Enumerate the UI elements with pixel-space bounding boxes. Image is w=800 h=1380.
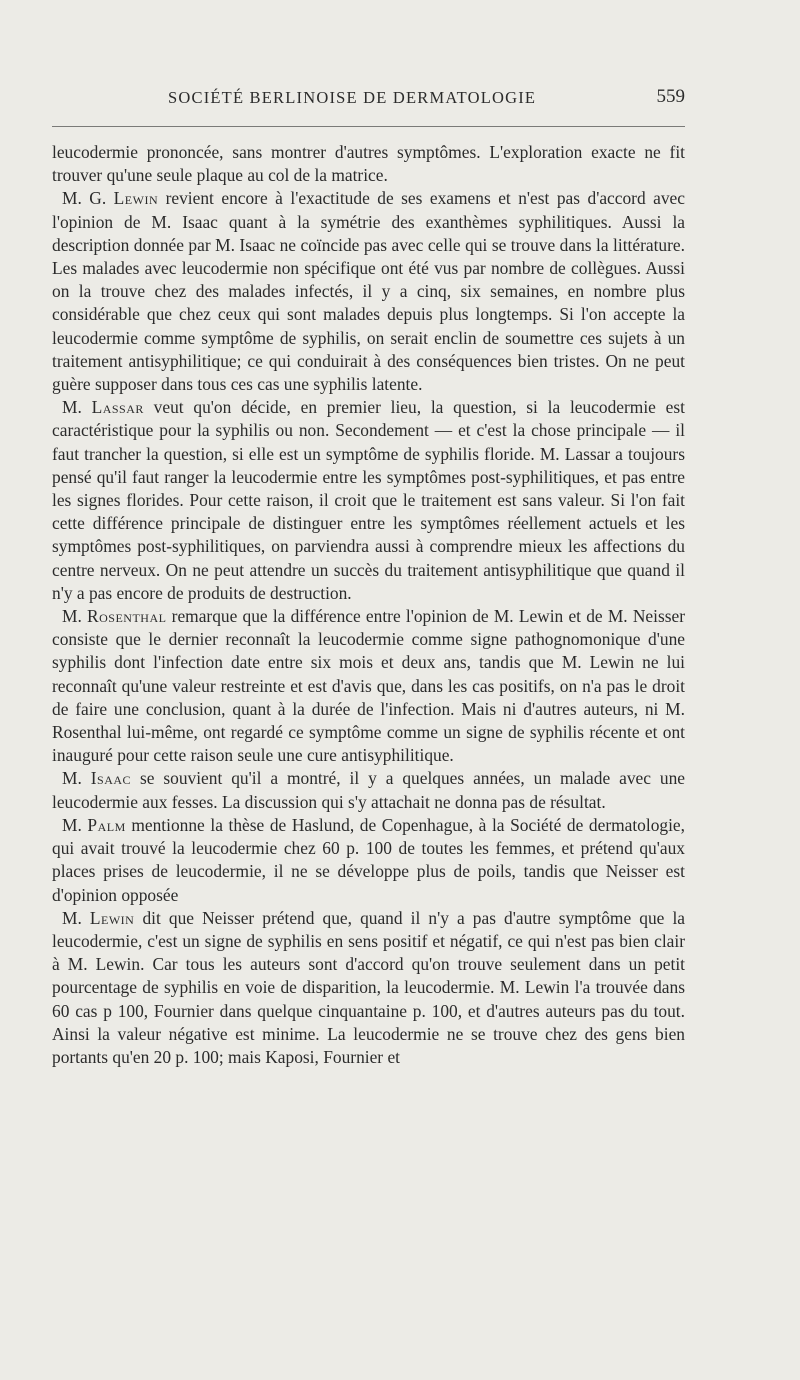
paragraph-text: leucodermie prononcée, sans montrer d'autres symptômes. L'exploration exacte ne fit trouver qu'une seule plaque au col de la matrice. (52, 142, 685, 186)
paragraph-text: se souvient qu'il a montré, il y a quelques années, un malade avec une leucodermie aux fesses. La discussion qui s'y attachait ne donna pas de résultat. (52, 768, 685, 812)
speaker-prefix: M. (62, 907, 90, 928)
speaker-name: Lewin (113, 188, 159, 209)
paragraph (52, 605, 685, 767)
paragraph-text: remarque que la différence entre l'opinion de M. Lewin et de M. Neisser consiste que le dernier reconnaît la leucodermie comme signe pathognomonique d'une syphilis dont l'infection date entre six mois et deux ans, tandis que M. Lewin ne lui reconnaît qu'une valeur restreinte et est d'avis que, dans les cas positifs, on n'a pas le droit de faire une conclusion, quant à la durée de l'infection. Mais ni d'autres auteurs, ni M. Rosenthal lui-même, ont regardé ce symptôme comme un signe de syphilis récente et ont inauguré pour cette raison seule une cure antisyphilitique. (52, 606, 685, 766)
paragraph (52, 187, 685, 396)
running-head (52, 84, 685, 118)
speaker-prefix: M. (62, 397, 92, 418)
paragraph (52, 907, 685, 1069)
paragraph (52, 767, 685, 813)
speaker-prefix: M. (62, 606, 88, 627)
speaker-name: Lassar (91, 397, 144, 418)
paragraph-text: veut qu'on décide, en premier lieu, la question, si la leucodermie est caractéristique pour la syphilis ou non. Secondement — et c'est la chose principale — il faut trancher la question, si elle est un symptôme de syphilis floride. M. Lassar a toujours pensé qu'il faut ranger la leucodermie entre les symptômes post-syphilitiques, et pas entre les signes florides. Pour cette raison, il croit que le traitement est sans valeur. Si l'on fait cette différence principale de distinguer entre les symptômes réellement actuels et les symptômes post-syphilitiques, on parviendra aussi à comprendre mieux les affections du centre nerveux. On ne peut attendre un succès du traitement antisyphilitique que quand il n'y a pas encore de produits de destruction. (52, 397, 685, 603)
speaker-prefix: M. (62, 814, 88, 835)
speaker-name: Rosenthal (87, 606, 167, 627)
paragraph (52, 141, 685, 187)
speaker-name: Palm (87, 814, 126, 835)
speaker-name: Isaac (90, 768, 132, 789)
page (52, 84, 685, 1069)
paragraph-text: dit que Neisser prétend que, quand il n'y a pas d'autre symptôme que la leucodermie, c'est un signe de syphilis en sens positif et négatif, ce qui n'est pas bien clair à M. Lewin. Car tous les auteurs sont d'accord qu'on trouve seulement dans un petit pourcentage de syphilis en voie de disparition, la leucodermie. M. Lewin l'a trouvée dans 60 cas p 100, Fournier dans quelque cinquantaine p. 100, et d'autres auteurs pas du tout. Ainsi la valeur négative est minime. La leucodermie ne se trouve chez des gens bien portants qu'en 20 p. 100; mais Kaposi, Fournier et (52, 907, 685, 1067)
paragraph-text: revient encore à l'exactitude de ses examens et n'est pas d'accord avec l'opinion de M. Isaac quant à la symétrie des exanthèmes syphilitiques. Aussi la description donnée par M. Isaac ne coïncide pas avec celle qui se trouve dans la littérature. Les malades avec leucodermie non spécifique ont été vus par nombre de collègues. Aussi on la trouve chez des malades infectés, il y a cinq, six semaines, en nombre plus considérable que chez ceux qui sont malades depuis plus longtemps. Si l'on accepte la leucodermie comme symptôme de syphilis, on serait enclin de soumettre ces sujets à un traitement antisyphilitique; ce qui conduirait à des conséquences bien tristes. On ne peut guère supposer dans tous ces cas une syphilis latente. (52, 188, 685, 395)
paragraph-text: mentionne la thèse de Haslund, de Copenhague, à la Société de dermatologie, qui avait trouvé la leucodermie chez 60 p. 100 de toutes les femmes, et prétend qu'aux places prises de leucodermie, il ne se développe plus de poils, tandis que Neisser est d'opinion opposée (52, 814, 685, 905)
paragraph (52, 396, 685, 605)
body-text (52, 141, 685, 1069)
speaker-prefix: M. G. (62, 188, 114, 209)
running-title: SOCIÉTÉ BERLINOISE DE DERMATOLOGIE (168, 88, 537, 107)
page-number: 559 (656, 86, 685, 107)
header-rule (52, 126, 685, 127)
speaker-name: Lewin (89, 907, 135, 928)
paragraph (52, 814, 685, 907)
speaker-prefix: M. (62, 768, 91, 789)
